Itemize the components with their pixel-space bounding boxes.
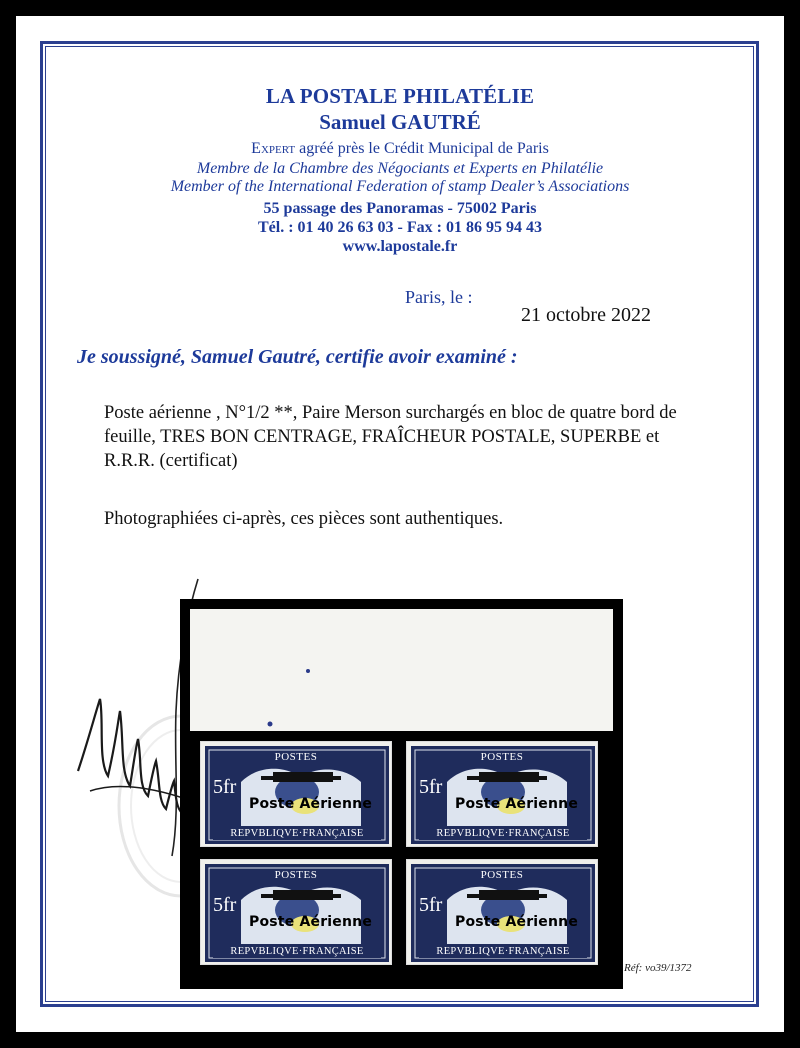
company-name: LA POSTALE PHILATÉLIE: [265, 84, 535, 108]
certify-statement: Je soussigné, Samuel Gautré, certifie avoir examiné :: [77, 346, 518, 368]
stamp-country: REPVBLIQVE·FRANÇAISE: [436, 828, 570, 839]
stamp-postes-text: POSTES: [274, 869, 318, 881]
stamp-postes-text: POSTES: [480, 751, 524, 763]
stamp-top-left: [200, 741, 392, 847]
stamp-postes-text: POSTES: [274, 751, 318, 763]
accreditation-text: agréé près le Crédit Municipal de Paris: [295, 140, 549, 157]
sheet-margin: [190, 609, 613, 731]
item-description: Poste aérienne , N°1/2 **, Paire Merson surchargés en bloc de quatre bord de feuille, TRES BON CENTRAGE, FRAÎCHEUR POSTALE, SUPERBE et R.R.R. (certificat): [104, 403, 677, 471]
stamp-bottom-right: [406, 859, 598, 965]
stamp-block-of-four: [180, 599, 623, 989]
stamp-overprint: Poste Aérienne: [249, 796, 373, 812]
stamp-overprint: Poste Aérienne: [249, 914, 373, 930]
stamp-bottom-left: [200, 859, 392, 965]
stamp-value: 5fr: [213, 776, 237, 798]
stamp-value: 5fr: [419, 776, 443, 798]
expert-word: Expert: [251, 140, 296, 157]
stamp-postes-text: POSTES: [480, 869, 524, 881]
authenticity-statement: Photographiées ci-après, ces pièces sont authentiques.: [104, 509, 504, 529]
stamp-top-right: [406, 741, 598, 847]
reference-number: Réf: vo39/1372: [624, 962, 692, 974]
website: www.lapostale.fr: [342, 238, 458, 255]
federation-membership: Member of the International Federation of stamp Dealer’s Associations: [170, 178, 630, 195]
certificate-date: 21 octobre 2022: [521, 304, 651, 326]
stamp-country: REPVBLIQVE·FRANÇAISE: [436, 946, 570, 957]
stamp-overprint: Poste Aérienne: [455, 796, 579, 812]
stamp-country: REPVBLIQVE·FRANÇAISE: [230, 946, 364, 957]
phone-fax: Tél. : 01 40 26 63 03 - Fax : 01 86 95 94 43: [258, 219, 542, 236]
expert-accreditation: [16, 140, 784, 158]
stamp-value: 5fr: [213, 894, 237, 916]
place-label: Paris, le :: [405, 287, 473, 307]
address: 55 passage des Panoramas - 75002 Paris: [263, 200, 537, 217]
stamp-country: REPVBLIQVE·FRANÇAISE: [230, 828, 364, 839]
chamber-membership: Membre de la Chambre des Négociants et Experts en Philatélie: [196, 160, 604, 177]
certificate-sheet: [16, 16, 784, 1032]
expert-name: Samuel GAUTRÉ: [319, 110, 481, 134]
stamp-overprint: Poste Aérienne: [455, 914, 579, 930]
stamp-value: 5fr: [419, 894, 443, 916]
